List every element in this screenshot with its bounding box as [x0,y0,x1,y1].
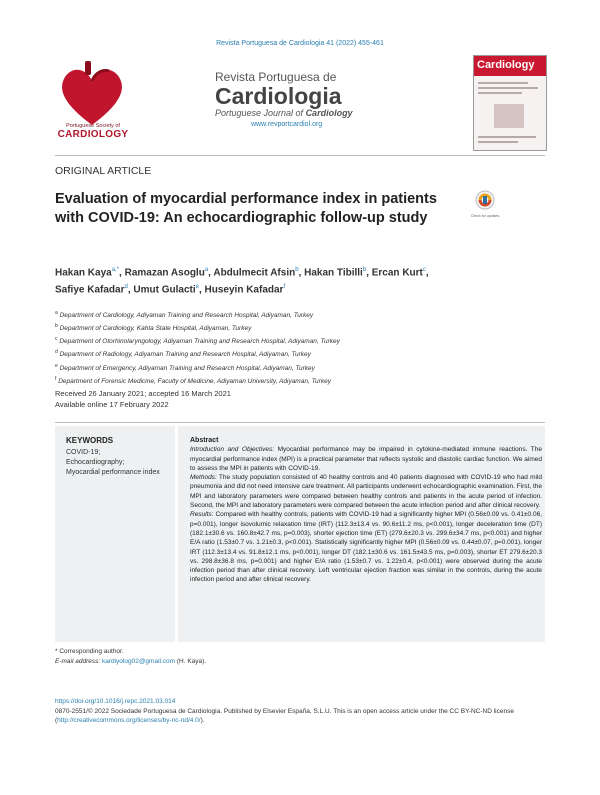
author-name: Ramazan Asoglu [124,267,205,279]
keywords-list [66,448,171,478]
abstract-divider [55,422,545,423]
journal-name: Cardiologia [215,83,342,109]
header-divider [55,155,545,156]
author-name: Ercan Kurt [371,267,423,279]
author-name: Umut Gulacti [133,284,196,296]
journal-citation[interactable]: Revista Portuguesa de Cardiologia 41 (2022) 455-461 [216,40,384,47]
license-text: 0870-2551/© 2022 Sociedade Portuguesa de Cardiologia. Published by Elsevier España, S.L.U. This is an open access article under the CC BY-NC-ND license (http://creativecommons.org/licenses/by-nc-nd/4.0/). [55,707,514,724]
affiliation-item: $^f$ Department of Forensic Medicine, Faculty of Medicine, Adiyaman University, Adiyaman, Turkey [55,375,331,385]
corresponding-footnote: * Corresponding author. E-mail address: kardiyolog02@gmail.com (H. Kaya). [55,647,535,666]
abstract-intro: Introduction and Objectives: Myocardial performance may be impaired in cytokine-mediated immune reactions. The myocardial performance index (MPI) is a practical parameter that reflects systolic and diastolic cardiac function. We aimed to assess the MPI in patients with COVID-19. [190,446,542,472]
author-name: Hakan Tibilli [304,267,363,279]
received-date: Received 26 January 2021; accepted 16 March 2021 [55,389,231,398]
cover-title: Cardiology [477,59,535,71]
corresponding-author: * Corresponding author. [55,648,124,655]
journal-masthead [215,70,435,128]
affiliation-item: $^c$ Department of Otorhinolaryngology, Adiyaman Training and Research Hospital, Adiyaman, Turkey [55,336,340,346]
abstract-title: Abstract [190,437,219,444]
abstract-results: Results: Compared with healthy controls, patients with COVID-19 had a significantly higher MPI (0.56±0.09 vs. 0.41±0.06, p=0.001), longer isovolumic relaxation time (IRT) (112.3±13.4 vs. 90.6±11.2 ms, p<0.001), longer deceleration time (DT) (182.1±30.6 vs. 160.8±42.7 ms, p=0.003), shorter ejection time (ET) (279.6±20.3 vs. 299.6±34.7 ms, p<0.001) and higher E/A ratio (1.53±0.7 vs. 1.21±0.3, p<0.001). Statistically significantly higher MPI (0.56±0.09 vs. 0.44±0.07, p=0.001), longer IRT (112.3±13.4 vs. 91.8±12.1 ms, p<0.001), longer DT (182.1±30.6 vs. 161.5±43.5 ms, p=0.003), shorter ET 279.6±20.3 vs. 298.8±36.8 ms, p=0.001) and higher E/A ratio (1.53±0.7 vs. 1.22±0.4, p<0.001) were observed during the acute infection period than after clinical recovery. Left ventricular ejection fraction was similar in the controls, during the acute infection period and after clinical recovery. [190,511,543,584]
author-name: Hakan Kaya [55,267,112,279]
abstract-methods: Methods: The study population consisted of 40 healthy controls and 40 patients diagnosed with COVID-19 who had mild pneumonia and did not need intensive care treatment. All participants underwent echocardiographic examination. First, the MPI and laboratory parameters were compared between healthy controls and patients in the acute period of infection. Second, the MPI and laboratory parameters were compared between the acute infection period and after clinical recovery. [190,474,542,510]
online-date: Available online 17 February 2022 [55,400,169,409]
affiliation-item: $^d$ Department of Radiology, Adiyaman Training and Research Hospital, Adiyaman, Turkey [55,349,311,359]
article-title: Evaluation of myocardial performance index in patients with COVID-19: An echocardiographic follow-up study [55,191,437,226]
journal-url[interactable]: www.revportcardiol.org [251,121,323,128]
article-type: ORIGINAL ARTICLE [55,165,152,177]
society-line1: Portuguese Society of [66,123,120,129]
society-logo-text [48,123,138,140]
affiliation-list [55,308,535,387]
journal-line1: Revista Portuguesa de [215,70,337,84]
abstract-body [190,436,542,585]
email-link[interactable]: kardiyolog02@gmail.com [101,657,176,665]
keywords-title: KEYWORDS [66,436,114,445]
check-for-updates-icon[interactable] [475,190,495,214]
affiliation-item: $^b$ Department of Cardiology, Kahta State Hospital, Adiyaman, Turkey [55,323,252,333]
license-link[interactable]: http://creativecommons.org/licenses/by-nc-nd/4.0/ [57,717,201,724]
article-dates [55,388,535,410]
author-list: Hakan Kaya$^{a,*}$, Ramazan Asoglu$^a$, Abdulmecit Afsin$^b$, Hakan Tibilli$^b$, Ercan Kurt$^c$, Safiye Kafadar$^d$, Umut Gulacti$^e$, Huseyin Kafadar$^f$ [55,267,429,296]
affiliation-item: $^a$ Department of Cardiology, Adiyaman Training and Research Hospital, Adiyaman, Turkey [55,310,314,320]
doi-link[interactable]: https://doi.org/10.1016/j.repc.2021.03.014 [55,698,176,705]
journal-subtitle: Portuguese Journal of Cardiology [215,108,353,118]
keyword-item: Echocardiography; [66,459,125,466]
author-name: Abdulmecit Afsin [213,267,296,279]
affiliation-item: $^e$ Department of Emergency, Adiyaman Training and Research Hospital, Adiyaman, Turkey [55,362,315,372]
keyword-item: Myocardial performance index [66,469,160,476]
journal-cover-thumbnail [473,55,547,151]
article-footer [55,697,545,726]
society-line2: CARDIOLOGY [57,129,129,140]
check-for-updates-label: Check for updates [470,214,500,218]
author-name: Safiye Kafadar [55,284,125,296]
author-name: Huseyin Kafadar [204,284,284,296]
keyword-item: COVID-19; [66,449,101,456]
